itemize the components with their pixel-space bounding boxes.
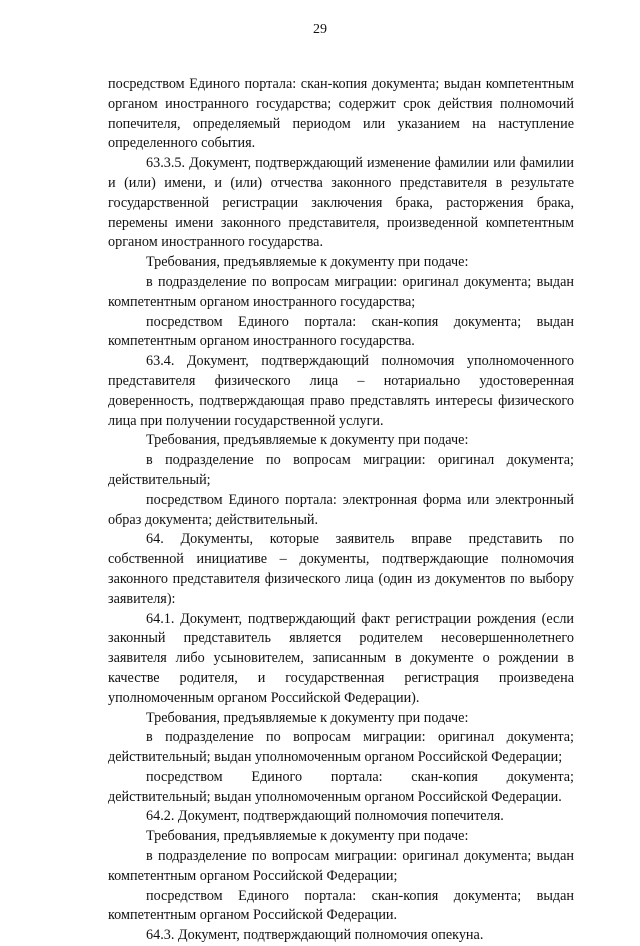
paragraph: 63.3.5. Документ, подтверждающий изменение фамилии или фамилии и (или) имени, и (или) отчества законного представителя в результате государственной регистрации заключения брака, расторжения брака, перемены имени законного представителя, произведенной компетентным органом иностранного государства. — [108, 155, 574, 251]
paragraph: посредством Единого портала: электронная форма или электронный образ документа; действительный. — [108, 491, 574, 528]
paragraph: в подразделение по вопросам миграции: оригинал документа; действительный; — [108, 452, 574, 488]
paragraph: 64.1. Документ, подтверждающий факт регистрации рождения (если законный представитель является родителем несовершеннолетнего заявителя либо усыновителем, записанным в документе о рождении в качестве родителя, и государственная регистрация произведена уполномоченным органом Российской Федерации). — [108, 610, 574, 706]
paragraph: посредством Единого портала: скан-копия документа; действительный; выдан уполномоченным органом Российской Федерации. — [108, 768, 574, 805]
paragraph: 64. Документы, которые заявитель вправе представить по собственной инициативе – документы, подтверждающие полномочия законного представителя физического лица (один из документов по выбору заявителя): — [108, 531, 574, 607]
paragraph: в подразделение по вопросам миграции: оригинал документа; выдан компетентным органом Российской Федерации; — [108, 848, 574, 884]
paragraph: Требования, предъявляемые к документу при подаче: — [146, 432, 469, 449]
page-number: 29 — [313, 22, 327, 37]
paragraph: в подразделение по вопросам миграции: оригинал документа; действительный; выдан уполномоченным органом Российской Федерации; — [108, 729, 574, 766]
paragraph: Требования, предъявляемые к документу при подаче: — [146, 254, 469, 271]
paragraph: посредством Единого портала: скан-копия документа; выдан компетентным органом иностранного государства; содержит срок действия полномочий попечителя, определяемый периодом или указанием на наступление определенного события. — [108, 76, 574, 152]
paragraph: посредством Единого портала: скан-копия документа; выдан компетентным органом иностранного государства. — [108, 313, 574, 350]
paragraph: 63.4. Документ, подтверждающий полномочия уполномоченного представителя физического лица – нотариально удостоверенная доверенность, подтверждающая право представлять интересы физического лица при получении государственной услуги. — [108, 353, 574, 429]
paragraph: 64.2. Документ, подтверждающий полномочия попечителя. — [146, 808, 504, 825]
paragraph: Требования, предъявляемые к документу при подаче: — [146, 709, 469, 726]
paragraph: в подразделение по вопросам миграции: оригинал документа; выдан компетентным органом иностранного государства; — [108, 273, 574, 310]
paragraph: 64.3. Документ, подтверждающий полномочия опекуна. — [146, 927, 484, 944]
document-body — [108, 75, 574, 946]
paragraph: посредством Единого портала: скан-копия документа; выдан компетентным органом Российской Федерации. — [108, 887, 574, 924]
paragraph: Требования, предъявляемые к документу при подаче: — [146, 828, 469, 845]
